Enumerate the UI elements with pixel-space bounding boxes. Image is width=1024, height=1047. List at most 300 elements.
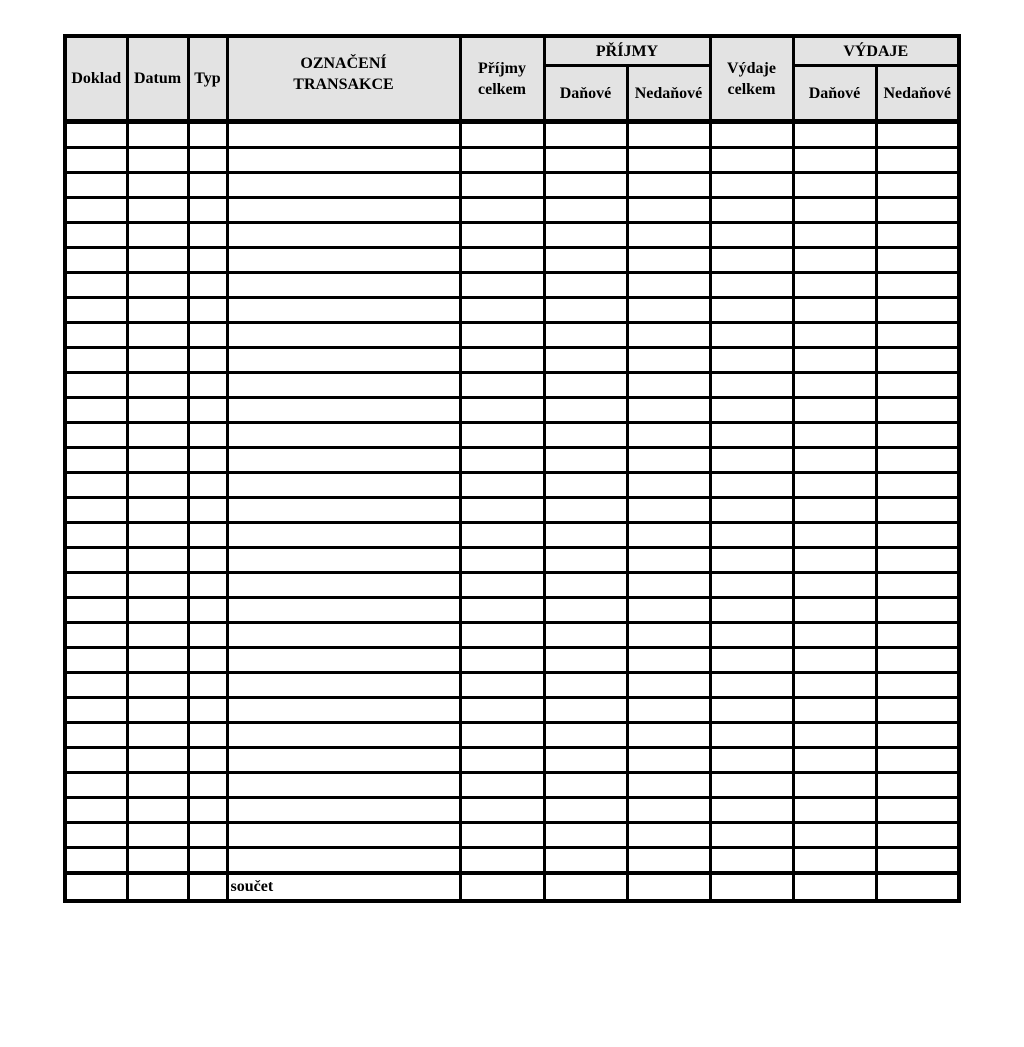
cell-vydaje-nedanove <box>876 473 959 498</box>
col-header-prijmy-nedanove-label: Nedaňové <box>634 84 703 102</box>
cell-doklad <box>65 248 127 273</box>
cell-vydaje-celkem <box>710 573 793 598</box>
cell-datum <box>127 223 188 248</box>
cell-datum <box>127 548 188 573</box>
cell-vydaje-danove <box>793 148 876 173</box>
cell-doklad <box>65 573 127 598</box>
cell-prijmy-danove <box>544 423 627 448</box>
cell-doklad <box>65 298 127 323</box>
cell-vydaje-nedanove <box>876 498 959 523</box>
cell-typ <box>188 148 227 173</box>
ledger-row <box>65 423 959 448</box>
cell-doklad <box>65 323 127 348</box>
cell-vydaje-celkem <box>710 423 793 448</box>
cell-vydaje-nedanove <box>876 448 959 473</box>
cell-vydaje-danove <box>793 748 876 773</box>
cell-doklad <box>65 748 127 773</box>
cell-datum <box>127 423 188 448</box>
cell-vydaje-nedanove <box>876 848 959 874</box>
cell-prijmy-nedanove <box>627 548 710 573</box>
cell-vydaje-celkem <box>710 173 793 198</box>
ledger-row <box>65 373 959 398</box>
cell-datum <box>127 698 188 723</box>
cell-oznaceni <box>227 523 460 548</box>
cell-prijmy-danove <box>544 648 627 673</box>
cell-prijmy-danove <box>544 848 627 874</box>
cell-prijmy-nedanove <box>627 498 710 523</box>
cell-prijmy-celkem <box>460 373 544 398</box>
cell-oznaceni <box>227 798 460 823</box>
col-header-prijmy-nedanove <box>627 66 710 122</box>
cell-datum <box>127 348 188 373</box>
cell-vydaje-nedanove <box>876 698 959 723</box>
cell-prijmy-danove <box>544 723 627 748</box>
cell-datum <box>127 148 188 173</box>
ledger-row <box>65 223 959 248</box>
cell-prijmy-danove <box>544 673 627 698</box>
cell-vydaje-celkem <box>710 798 793 823</box>
cell-typ <box>188 373 227 398</box>
cell-vydaje-nedanove <box>876 623 959 648</box>
cell-vydaje-nedanove <box>876 798 959 823</box>
cell-datum <box>127 122 188 148</box>
cell-datum <box>127 298 188 323</box>
col-header-datum-label: Datum <box>133 70 182 87</box>
cell-typ <box>188 773 227 798</box>
cell-prijmy-danove <box>544 473 627 498</box>
cell-typ <box>188 298 227 323</box>
cell-oznaceni <box>227 773 460 798</box>
cell-vydaje-nedanove <box>876 648 959 673</box>
cell-prijmy-celkem <box>460 498 544 523</box>
cell-doklad <box>65 548 127 573</box>
sum-cell-typ <box>188 873 227 901</box>
cell-prijmy-danove <box>544 698 627 723</box>
sum-cell-vydaje-celkem <box>710 873 793 901</box>
col-header-vydaje-celkem-line2: celkem <box>727 80 776 98</box>
cell-oznaceni <box>227 248 460 273</box>
cell-doklad <box>65 523 127 548</box>
cell-doklad <box>65 723 127 748</box>
cell-datum <box>127 323 188 348</box>
cell-vydaje-danove <box>793 848 876 874</box>
cell-prijmy-danove <box>544 148 627 173</box>
cell-prijmy-nedanove <box>627 423 710 448</box>
col-header-vydaje-celkem-line1: Výdaje <box>727 59 776 77</box>
cell-vydaje-danove <box>793 573 876 598</box>
col-header-prijmy-celkem-line1: Příjmy <box>478 59 526 77</box>
cell-datum <box>127 448 188 473</box>
cell-doklad <box>65 648 127 673</box>
sum-cell-vydaje-nedanove <box>876 873 959 901</box>
cell-typ <box>188 673 227 698</box>
cell-oznaceni <box>227 723 460 748</box>
cell-datum <box>127 673 188 698</box>
cell-vydaje-celkem <box>710 248 793 273</box>
cell-typ <box>188 623 227 648</box>
cell-doklad <box>65 798 127 823</box>
cell-vydaje-celkem <box>710 848 793 874</box>
ledger-row <box>65 198 959 223</box>
cell-vydaje-danove <box>793 823 876 848</box>
cell-vydaje-danove <box>793 373 876 398</box>
cell-typ <box>188 223 227 248</box>
cell-prijmy-danove <box>544 248 627 273</box>
cell-prijmy-danove <box>544 198 627 223</box>
cell-datum <box>127 598 188 623</box>
ledger-row <box>65 548 959 573</box>
cell-prijmy-nedanove <box>627 122 710 148</box>
cell-typ <box>188 473 227 498</box>
cell-prijmy-danove <box>544 173 627 198</box>
cell-doklad <box>65 698 127 723</box>
cell-datum <box>127 723 188 748</box>
cell-typ <box>188 648 227 673</box>
ledger-table <box>63 34 961 903</box>
cell-prijmy-celkem <box>460 398 544 423</box>
cell-prijmy-nedanove <box>627 173 710 198</box>
cell-vydaje-celkem <box>710 473 793 498</box>
ledger-row <box>65 823 959 848</box>
cell-vydaje-celkem <box>710 548 793 573</box>
cell-prijmy-celkem <box>460 523 544 548</box>
cell-prijmy-nedanove <box>627 148 710 173</box>
cell-vydaje-danove <box>793 173 876 198</box>
cell-doklad <box>65 448 127 473</box>
col-header-typ-label: Typ <box>194 70 221 87</box>
cell-prijmy-nedanove <box>627 698 710 723</box>
cell-prijmy-danove <box>544 573 627 598</box>
cell-typ <box>188 548 227 573</box>
col-header-oznaceni-line2: TRANSAKCE <box>293 75 394 93</box>
cell-datum <box>127 523 188 548</box>
ledger-row <box>65 848 959 874</box>
cell-prijmy-celkem <box>460 573 544 598</box>
cell-prijmy-nedanove <box>627 373 710 398</box>
cell-typ <box>188 723 227 748</box>
cell-vydaje-celkem <box>710 198 793 223</box>
cell-vydaje-danove <box>793 773 876 798</box>
cell-datum <box>127 848 188 874</box>
cell-prijmy-danove <box>544 798 627 823</box>
cell-oznaceni <box>227 848 460 874</box>
cell-vydaje-danove <box>793 248 876 273</box>
cell-prijmy-nedanove <box>627 798 710 823</box>
cell-doklad <box>65 673 127 698</box>
cell-doklad <box>65 473 127 498</box>
cell-oznaceni <box>227 298 460 323</box>
cell-typ <box>188 848 227 874</box>
cell-vydaje-danove <box>793 673 876 698</box>
cell-prijmy-celkem <box>460 273 544 298</box>
cell-oznaceni <box>227 573 460 598</box>
cell-vydaje-celkem <box>710 323 793 348</box>
cell-prijmy-celkem <box>460 773 544 798</box>
cell-typ <box>188 498 227 523</box>
cell-vydaje-nedanove <box>876 348 959 373</box>
cell-datum <box>127 198 188 223</box>
cell-typ <box>188 248 227 273</box>
sum-cell-prijmy-nedanove <box>627 873 710 901</box>
cell-prijmy-nedanove <box>627 223 710 248</box>
cell-oznaceni <box>227 223 460 248</box>
ledger-row <box>65 148 959 173</box>
cell-prijmy-nedanove <box>627 648 710 673</box>
cell-doklad <box>65 122 127 148</box>
cell-prijmy-celkem <box>460 798 544 823</box>
cell-prijmy-nedanove <box>627 598 710 623</box>
group-header-vydaje-label: VÝDAJE <box>843 42 909 60</box>
cell-datum <box>127 498 188 523</box>
sum-cell-vydaje-danove <box>793 873 876 901</box>
cell-datum <box>127 398 188 423</box>
group-header-vydaje <box>793 36 959 66</box>
cell-prijmy-nedanove <box>627 298 710 323</box>
cell-typ <box>188 198 227 223</box>
cell-prijmy-nedanove <box>627 773 710 798</box>
cell-typ <box>188 573 227 598</box>
cell-vydaje-danove <box>793 523 876 548</box>
ledger-row <box>65 323 959 348</box>
cell-prijmy-danove <box>544 598 627 623</box>
cell-vydaje-danove <box>793 798 876 823</box>
cell-typ <box>188 523 227 548</box>
cell-doklad <box>65 273 127 298</box>
cell-prijmy-nedanove <box>627 523 710 548</box>
ledger-row <box>65 473 959 498</box>
cell-prijmy-nedanove <box>627 673 710 698</box>
ledger-row <box>65 598 959 623</box>
ledger-row <box>65 698 959 723</box>
cell-vydaje-celkem <box>710 823 793 848</box>
cell-prijmy-celkem <box>460 198 544 223</box>
cell-prijmy-danove <box>544 223 627 248</box>
cell-prijmy-celkem <box>460 698 544 723</box>
cell-vydaje-celkem <box>710 448 793 473</box>
cell-prijmy-celkem <box>460 748 544 773</box>
cell-doklad <box>65 423 127 448</box>
cell-vydaje-celkem <box>710 348 793 373</box>
col-header-oznaceni-transakce <box>227 36 460 122</box>
cell-vydaje-nedanove <box>876 323 959 348</box>
cell-typ <box>188 273 227 298</box>
cell-oznaceni <box>227 473 460 498</box>
cell-prijmy-nedanove <box>627 473 710 498</box>
cell-prijmy-celkem <box>460 122 544 148</box>
cell-vydaje-celkem <box>710 122 793 148</box>
cell-oznaceni <box>227 598 460 623</box>
col-header-vydaje-danove <box>793 66 876 122</box>
cell-prijmy-celkem <box>460 623 544 648</box>
cell-oznaceni <box>227 548 460 573</box>
cell-vydaje-nedanove <box>876 273 959 298</box>
cell-vydaje-celkem <box>710 273 793 298</box>
cell-oznaceni <box>227 823 460 848</box>
col-header-doklad-label: Doklad <box>71 70 122 87</box>
cell-vydaje-nedanove <box>876 523 959 548</box>
cell-typ <box>188 398 227 423</box>
cell-prijmy-nedanove <box>627 348 710 373</box>
cell-vydaje-celkem <box>710 148 793 173</box>
cell-vydaje-celkem <box>710 623 793 648</box>
cell-prijmy-danove <box>544 773 627 798</box>
cell-prijmy-nedanove <box>627 323 710 348</box>
cell-doklad <box>65 148 127 173</box>
cell-prijmy-nedanove <box>627 448 710 473</box>
col-header-prijmy-celkem-line2: celkem <box>478 80 526 98</box>
cell-prijmy-danove <box>544 348 627 373</box>
sum-cell-doklad <box>65 873 127 901</box>
cell-oznaceni <box>227 348 460 373</box>
ledger-row <box>65 673 959 698</box>
cell-prijmy-danove <box>544 548 627 573</box>
ledger-row <box>65 173 959 198</box>
cell-prijmy-danove <box>544 398 627 423</box>
cell-vydaje-nedanove <box>876 773 959 798</box>
cell-prijmy-celkem <box>460 323 544 348</box>
cell-vydaje-nedanove <box>876 248 959 273</box>
ledger-row <box>65 273 959 298</box>
cell-vydaje-danove <box>793 348 876 373</box>
cell-vydaje-celkem <box>710 523 793 548</box>
ledger-row <box>65 723 959 748</box>
cell-prijmy-celkem <box>460 223 544 248</box>
cell-prijmy-nedanove <box>627 848 710 874</box>
cell-vydaje-celkem <box>710 723 793 748</box>
cell-typ <box>188 348 227 373</box>
cell-datum <box>127 648 188 673</box>
col-header-doklad <box>65 36 127 122</box>
ledger-row <box>65 498 959 523</box>
ledger-row <box>65 773 959 798</box>
cell-prijmy-danove <box>544 298 627 323</box>
cell-vydaje-danove <box>793 273 876 298</box>
cell-typ <box>188 173 227 198</box>
cell-prijmy-nedanove <box>627 248 710 273</box>
cell-oznaceni <box>227 148 460 173</box>
cell-vydaje-danove <box>793 398 876 423</box>
cell-vydaje-nedanove <box>876 173 959 198</box>
cell-vydaje-celkem <box>710 773 793 798</box>
cell-datum <box>127 573 188 598</box>
cell-doklad <box>65 373 127 398</box>
cell-doklad <box>65 623 127 648</box>
ledger-row <box>65 798 959 823</box>
cell-datum <box>127 248 188 273</box>
sum-cell-prijmy-celkem <box>460 873 544 901</box>
sum-row <box>65 873 959 901</box>
cell-doklad <box>65 598 127 623</box>
cell-prijmy-danove <box>544 498 627 523</box>
cell-doklad <box>65 823 127 848</box>
cell-prijmy-celkem <box>460 648 544 673</box>
cell-prijmy-nedanove <box>627 398 710 423</box>
cell-oznaceni <box>227 698 460 723</box>
cell-vydaje-nedanove <box>876 198 959 223</box>
cell-prijmy-celkem <box>460 298 544 323</box>
cell-typ <box>188 122 227 148</box>
cell-datum <box>127 823 188 848</box>
cell-prijmy-nedanove <box>627 573 710 598</box>
cell-vydaje-celkem <box>710 373 793 398</box>
ledger-row <box>65 348 959 373</box>
cell-prijmy-danove <box>544 448 627 473</box>
cell-prijmy-celkem <box>460 148 544 173</box>
cell-vydaje-nedanove <box>876 122 959 148</box>
cell-typ <box>188 448 227 473</box>
cell-vydaje-nedanove <box>876 423 959 448</box>
cell-prijmy-nedanove <box>627 723 710 748</box>
cell-typ <box>188 323 227 348</box>
cell-oznaceni <box>227 323 460 348</box>
cell-oznaceni <box>227 498 460 523</box>
cell-vydaje-celkem <box>710 673 793 698</box>
col-header-vydaje-nedanove-label: Nedaňové <box>883 84 952 102</box>
ledger-row <box>65 122 959 148</box>
cell-prijmy-nedanove <box>627 823 710 848</box>
cell-oznaceni <box>227 673 460 698</box>
group-header-prijmy-label: PŘÍJMY <box>595 42 659 60</box>
cell-prijmy-danove <box>544 273 627 298</box>
cell-doklad <box>65 348 127 373</box>
cell-typ <box>188 423 227 448</box>
cell-vydaje-nedanove <box>876 548 959 573</box>
cell-doklad <box>65 498 127 523</box>
col-header-prijmy-danove-label: Daňové <box>559 84 612 102</box>
cell-vydaje-danove <box>793 323 876 348</box>
cell-typ <box>188 598 227 623</box>
cell-vydaje-danove <box>793 448 876 473</box>
cell-vydaje-nedanove <box>876 373 959 398</box>
cell-oznaceni <box>227 373 460 398</box>
cell-prijmy-nedanove <box>627 748 710 773</box>
cell-prijmy-nedanove <box>627 623 710 648</box>
col-header-prijmy-danove <box>544 66 627 122</box>
cell-vydaje-celkem <box>710 223 793 248</box>
cell-prijmy-danove <box>544 122 627 148</box>
cell-vydaje-celkem <box>710 698 793 723</box>
cell-vydaje-nedanove <box>876 723 959 748</box>
cell-prijmy-danove <box>544 523 627 548</box>
cell-oznaceni <box>227 273 460 298</box>
cell-vydaje-danove <box>793 473 876 498</box>
cell-oznaceni <box>227 173 460 198</box>
cell-doklad <box>65 848 127 874</box>
cell-vydaje-nedanove <box>876 823 959 848</box>
cell-oznaceni <box>227 122 460 148</box>
cell-vydaje-nedanove <box>876 673 959 698</box>
cell-prijmy-celkem <box>460 723 544 748</box>
cell-vydaje-nedanove <box>876 398 959 423</box>
ledger-row <box>65 573 959 598</box>
col-header-vydaje-danove-label: Daňové <box>808 84 861 102</box>
cell-vydaje-nedanove <box>876 223 959 248</box>
cell-vydaje-celkem <box>710 598 793 623</box>
ledger-row <box>65 523 959 548</box>
col-header-vydaje-nedanove <box>876 66 959 122</box>
cell-prijmy-celkem <box>460 823 544 848</box>
col-header-typ <box>188 36 227 122</box>
group-header-prijmy <box>544 36 710 66</box>
ledger-row <box>65 623 959 648</box>
ledger-row <box>65 298 959 323</box>
sum-cell-prijmy-danove <box>544 873 627 901</box>
col-header-oznaceni-line1: OZNAČENÍ <box>300 54 387 72</box>
cell-vydaje-nedanove <box>876 148 959 173</box>
cell-prijmy-celkem <box>460 173 544 198</box>
cell-vydaje-danove <box>793 598 876 623</box>
ledger-row <box>65 398 959 423</box>
